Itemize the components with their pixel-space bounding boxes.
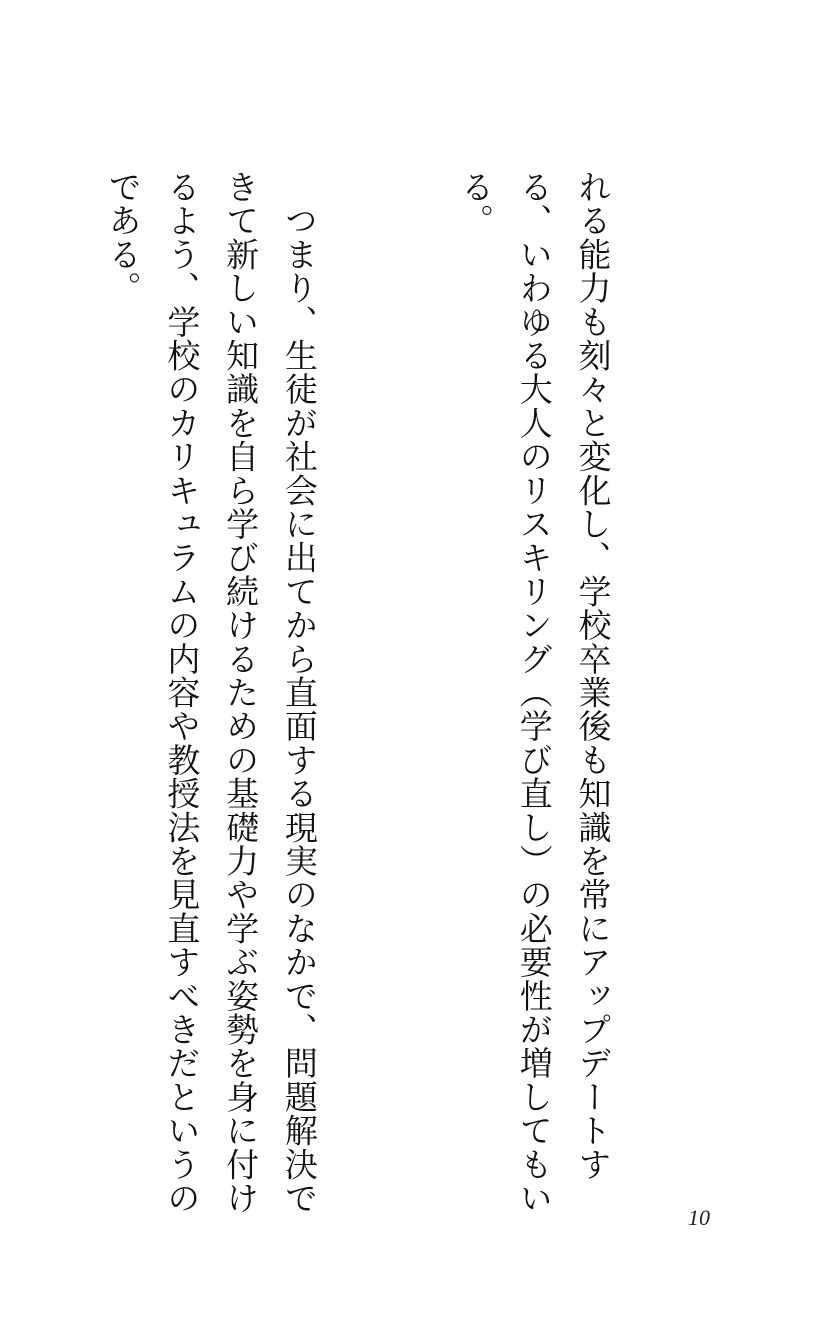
paragraph-1: れる能力も刻々と変化し、学校卒業後も知識を常にアップデートする、いわゆる大人のリスキリング（学び直し）の必要性が増してもいる。 — [456, 170, 613, 1215]
paragraph-2: つまり、生徒が社会に出てから直面する現実のなかで、問題解決できて新しい知識を自ら学び続けるための基礎力や学ぶ姿勢を身に付けるよう、学校のカリキュラムの内容や教授法を見直すべきだというのである。 — [103, 170, 319, 1215]
body-text — [99, 170, 739, 1220]
page-number: 10 — [688, 1205, 710, 1230]
